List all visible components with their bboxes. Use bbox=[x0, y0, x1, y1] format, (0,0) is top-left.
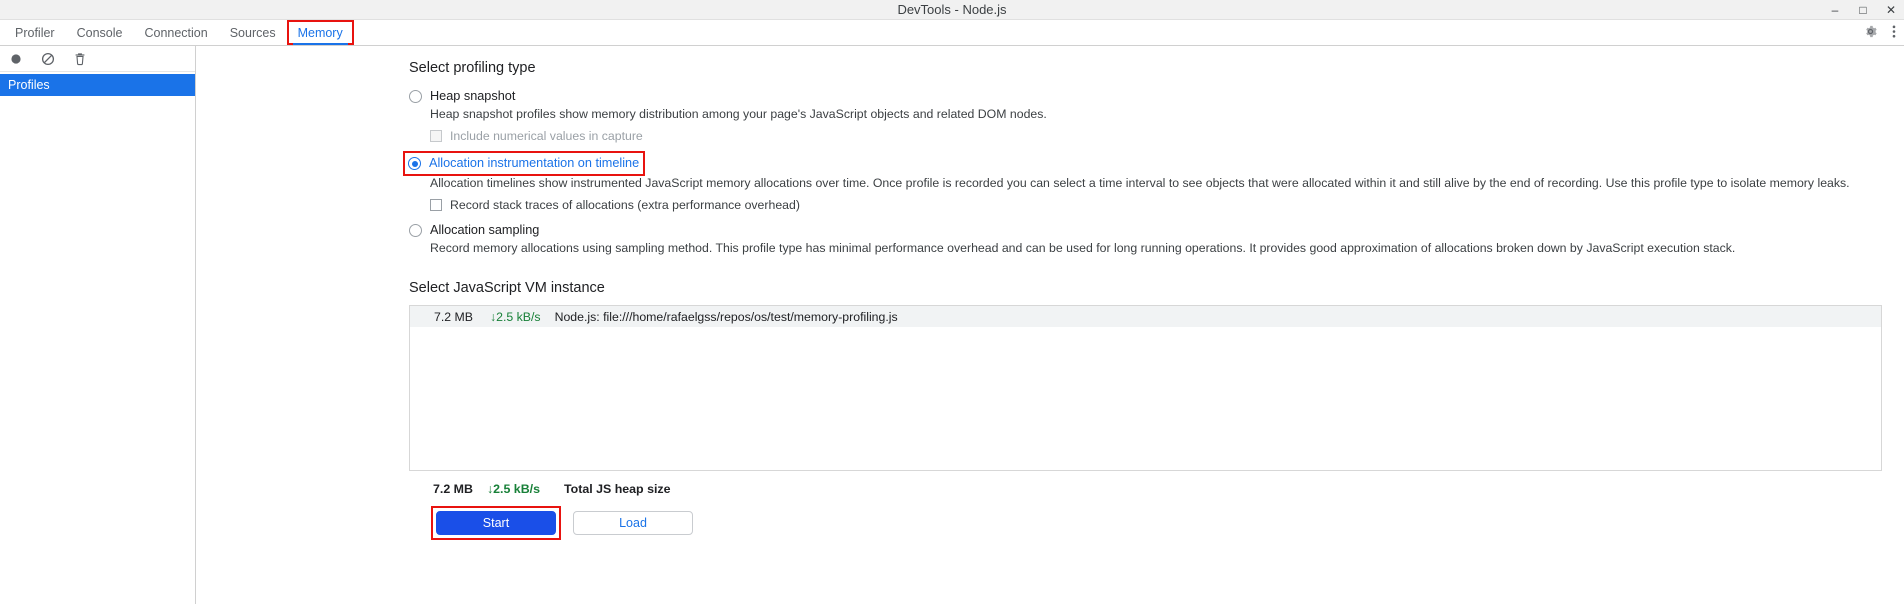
option-allocation-instrumentation-description: Allocation timelines show instrumented JavaScript memory allocations over time. Once profile is recorded you can select a time interval to see objects that were allocated within it and still alive by the end of recording. Use this profile type to isolate memory leaks. bbox=[430, 176, 1850, 190]
checkbox-record-stack-traces-row[interactable] bbox=[430, 198, 1882, 212]
start-button-highlight bbox=[433, 508, 559, 538]
checkbox-include-numerical-values[interactable] bbox=[430, 130, 442, 142]
tab-strip bbox=[0, 20, 1904, 46]
window-controls bbox=[1828, 0, 1898, 20]
title-bar bbox=[0, 0, 1904, 20]
sidebar-item-label: Profiles bbox=[8, 78, 50, 92]
option-allocation-sampling-description: Record memory allocations using sampling method. This profile type has minimal performance overhead and can be used for long running operations. It provides good approximation of allocations broken down by JavaScript execution stack. bbox=[430, 241, 1736, 255]
settings-gear-icon[interactable] bbox=[1863, 24, 1878, 42]
option-allocation-instrumentation[interactable] bbox=[405, 153, 643, 174]
checkbox-include-numerical-values-row[interactable] bbox=[430, 129, 1882, 143]
vm-instance-list[interactable] bbox=[409, 305, 1882, 471]
vm-row-description: Node.js: file:///home/rafaelgss/repos/os/test/memory-profiling.js bbox=[554, 309, 898, 324]
tab-console[interactable]: Console bbox=[76, 25, 123, 40]
tab-list bbox=[0, 20, 354, 45]
more-vertical-icon[interactable] bbox=[1892, 24, 1896, 42]
load-button[interactable]: Load bbox=[573, 511, 693, 535]
vm-instance-title: Select JavaScript VM instance bbox=[409, 280, 605, 296]
main-panel bbox=[196, 46, 1904, 604]
checkbox-record-stack-traces[interactable] bbox=[430, 199, 442, 211]
trash-icon[interactable] bbox=[72, 51, 88, 67]
sidebar-item-profiles[interactable] bbox=[0, 74, 195, 96]
tab-sources[interactable]: Sources bbox=[229, 25, 276, 40]
close-icon[interactable]: ✕ bbox=[1885, 3, 1897, 17]
vm-row-rate: ↓2.5 kB/s bbox=[490, 309, 541, 324]
start-button[interactable]: Start bbox=[436, 511, 556, 535]
option-allocation-sampling-label: Allocation sampling bbox=[430, 223, 540, 237]
radio-heap-snapshot[interactable] bbox=[409, 90, 422, 103]
minimize-icon[interactable]: – bbox=[1831, 3, 1839, 17]
tab-connection[interactable]: Connection bbox=[144, 25, 208, 40]
maximize-icon[interactable]: □ bbox=[1859, 3, 1867, 17]
total-heap-rate: ↓2.5 kB/s bbox=[486, 482, 540, 496]
record-icon[interactable] bbox=[8, 51, 24, 67]
option-allocation-sampling[interactable] bbox=[409, 222, 1882, 238]
option-heap-snapshot-description: Heap snapshot profiles show memory distribution among your page's JavaScript objects and related DOM nodes. bbox=[430, 107, 1047, 121]
tab-strip-actions bbox=[1863, 20, 1896, 46]
radio-allocation-sampling[interactable] bbox=[409, 224, 422, 237]
checkbox-record-stack-traces-label: Record stack traces of allocations (extra performance overhead) bbox=[450, 198, 800, 212]
tab-memory[interactable]: Memory bbox=[287, 20, 354, 45]
sidebar bbox=[0, 46, 196, 604]
option-heap-snapshot-label: Heap snapshot bbox=[430, 89, 516, 103]
option-heap-snapshot[interactable] bbox=[409, 88, 1882, 104]
sidebar-toolbar bbox=[0, 46, 195, 72]
clear-icon[interactable] bbox=[40, 51, 56, 67]
radio-allocation-instrumentation[interactable] bbox=[408, 157, 421, 170]
window-title: DevTools - Node.js bbox=[897, 2, 1007, 17]
vm-instance-row[interactable] bbox=[410, 306, 1881, 327]
action-buttons bbox=[409, 508, 1882, 538]
tab-profiler[interactable]: Profiler bbox=[15, 25, 55, 40]
totals-row bbox=[409, 482, 1882, 496]
total-heap-size-value: 7.2 MB bbox=[433, 482, 473, 496]
sidebar-item-list bbox=[0, 72, 195, 96]
body bbox=[0, 46, 1904, 604]
option-allocation-instrumentation-label: Allocation instrumentation on timeline bbox=[429, 156, 640, 170]
checkbox-include-numerical-values-label: Include numerical values in capture bbox=[450, 129, 643, 143]
profiling-type-title: Select profiling type bbox=[409, 60, 536, 76]
total-heap-size-label: Total JS heap size bbox=[563, 482, 671, 496]
vm-row-size: 7.2 MB bbox=[434, 309, 473, 324]
